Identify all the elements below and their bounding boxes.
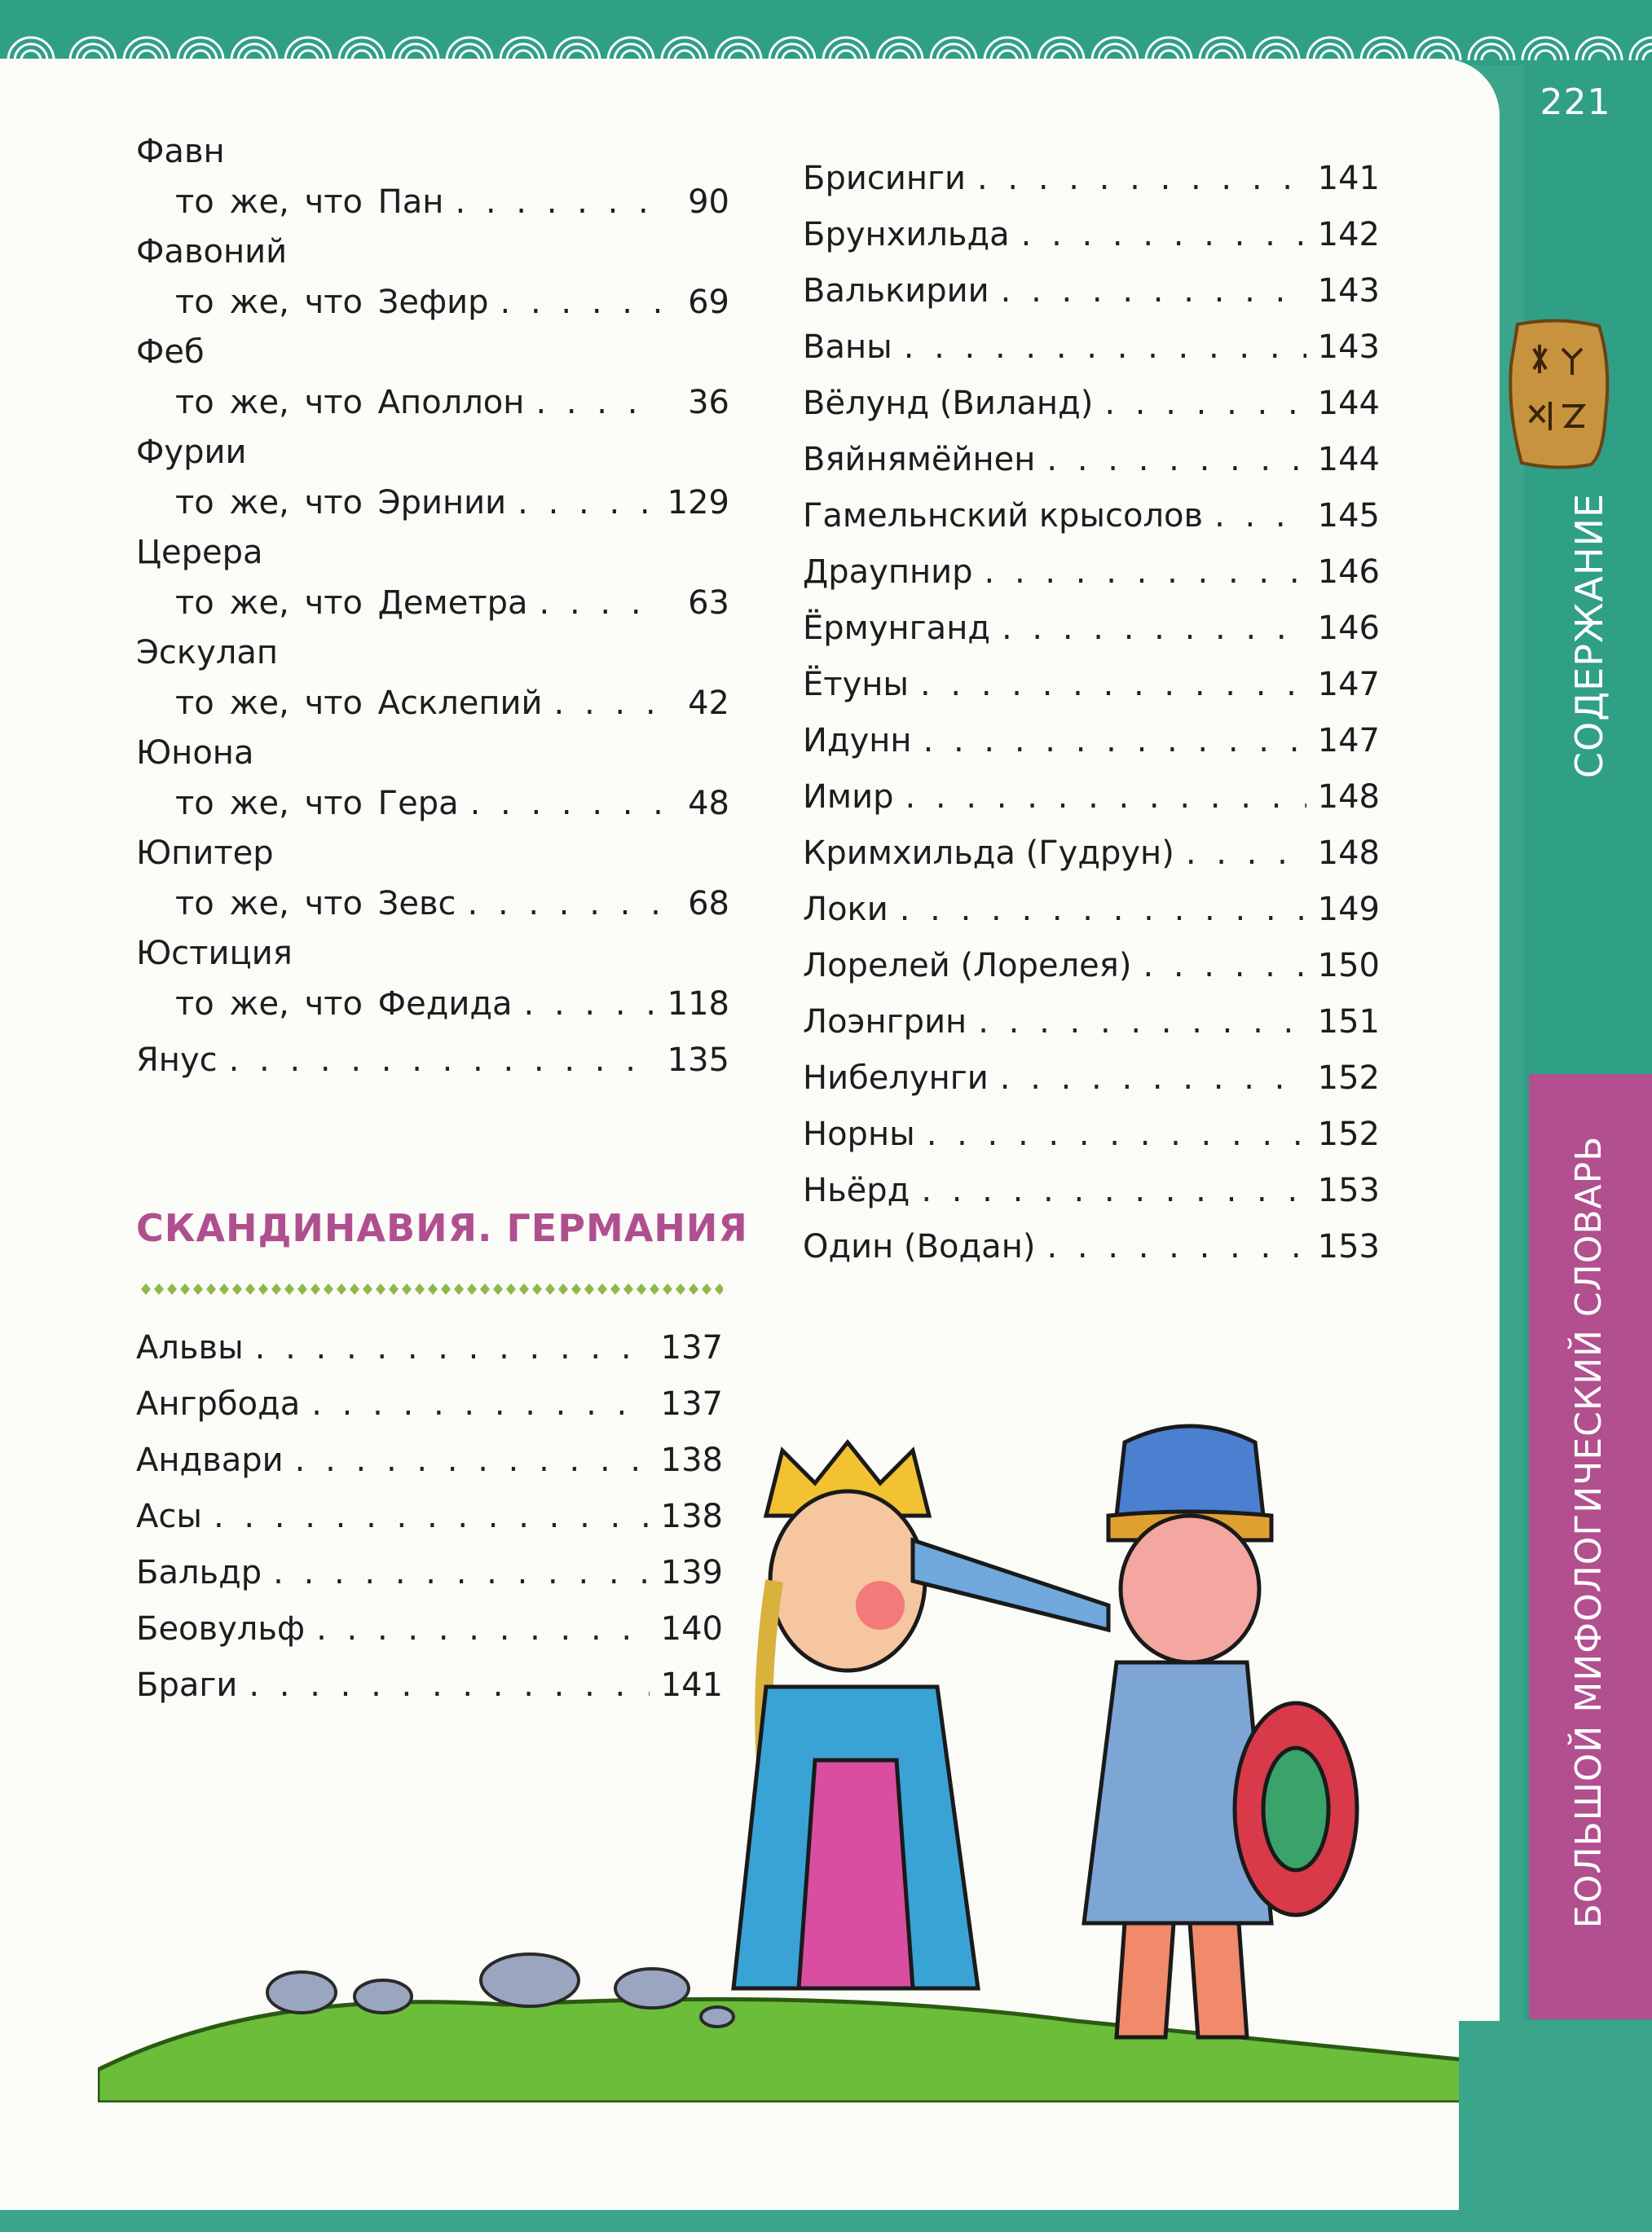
dot-leader <box>1214 488 1306 544</box>
diamond-ornament-divider <box>136 1281 723 1297</box>
entry-name: Вёлунд (Виланд) <box>803 385 1094 422</box>
page-ref: 146 <box>1317 553 1380 591</box>
viking-children-illustration <box>98 1418 1483 2102</box>
dot-leader <box>1143 938 1306 994</box>
entry-name: Вяйнямёйнен <box>803 441 1036 478</box>
dot-leader <box>977 151 1306 207</box>
page-ref: 69 <box>688 284 729 321</box>
dot-leader <box>1002 601 1306 657</box>
reference-text: то же, что Эринии <box>175 484 507 522</box>
entry-reference[interactable] <box>136 675 729 732</box>
entry-name: Лорелей (Лорелея) <box>803 947 1132 984</box>
section-tab-label: СОДЕРЖАНИЕ <box>1567 492 1611 779</box>
entry-row[interactable] <box>136 1320 723 1376</box>
page-ref: 153 <box>1317 1172 1380 1209</box>
entry-reference[interactable] <box>136 274 729 331</box>
book-title-label: БОЛЬШОЙ МИФОЛОГИЧЕСКИЙ СЛОВАРЬ <box>1568 1135 1610 1929</box>
page-number: 221 <box>1540 81 1611 123</box>
dot-leader <box>905 769 1306 825</box>
page-ref: 144 <box>1317 441 1380 478</box>
entry-row[interactable] <box>803 376 1380 432</box>
entry-row[interactable] <box>803 488 1380 544</box>
entry-reference[interactable] <box>136 575 729 632</box>
entry-name: Ньёрд <box>803 1172 910 1209</box>
dot-leader <box>554 675 661 732</box>
entry-name: Ваны <box>803 328 892 366</box>
dot-leader <box>921 1163 1306 1219</box>
dot-leader <box>500 274 661 331</box>
entry-row[interactable] <box>803 882 1380 938</box>
page-ref: 147 <box>1317 666 1380 703</box>
dot-leader <box>1186 825 1306 882</box>
page-ref: 138 <box>660 1442 723 1479</box>
page-ref: 138 <box>660 1498 723 1535</box>
entry-name: Браги <box>136 1666 238 1704</box>
page-ref: 152 <box>1317 1059 1380 1097</box>
entry-name: Локи <box>803 891 888 928</box>
entry-row[interactable] <box>803 544 1380 601</box>
entry-row[interactable] <box>803 994 1380 1050</box>
entry-name: Идунн <box>803 722 912 759</box>
page-ref: 137 <box>660 1385 723 1423</box>
entry-heading: Церера <box>136 534 263 571</box>
entry-reference[interactable] <box>136 875 729 932</box>
entry-reference[interactable] <box>136 975 729 1032</box>
entry-heading: Фавн <box>136 133 225 170</box>
dot-leader <box>255 1320 650 1376</box>
reference-text: то же, что Деметра <box>175 584 528 622</box>
page-ref: 42 <box>688 685 729 722</box>
entry-name: Брисинги <box>803 160 966 197</box>
page-ref: 137 <box>660 1329 723 1367</box>
page-ref: 118 <box>667 985 729 1023</box>
page-ref: 145 <box>1317 497 1380 535</box>
entry-row[interactable] <box>803 825 1380 882</box>
reference-text: то же, что Федида <box>175 985 513 1023</box>
entry-row[interactable] <box>803 151 1380 207</box>
page-ref: 142 <box>1317 216 1380 253</box>
reference-text: то же, что Зефир <box>175 284 489 321</box>
dot-leader <box>1046 1219 1306 1275</box>
page-ref: 140 <box>660 1610 723 1648</box>
entry-row[interactable] <box>803 319 1380 376</box>
reference-text: то же, что Зевс <box>175 885 456 922</box>
dot-leader <box>518 474 655 531</box>
page-ref: 139 <box>660 1554 723 1591</box>
page-ref: 135 <box>667 1041 729 1079</box>
entry-name: Норны <box>803 1116 915 1153</box>
page-ref: 150 <box>1317 947 1380 984</box>
entry-row[interactable] <box>136 1032 729 1089</box>
entry-name: Бальдр <box>136 1554 262 1591</box>
entry-name: Брунхильда <box>803 216 1010 253</box>
entry-row[interactable] <box>803 769 1380 825</box>
entry-name: Кримхильда (Гудрун) <box>803 834 1174 872</box>
entry-name: Альвы <box>136 1329 244 1367</box>
entry-name: Асы <box>136 1498 202 1535</box>
dot-leader <box>1046 432 1306 488</box>
page-ref: 90 <box>688 183 729 221</box>
entry-name: Лоэнгрин <box>803 1003 967 1041</box>
dot-leader <box>1001 263 1306 319</box>
section-title: СКАНДИНАВИЯ. ГЕРМАНИЯ <box>136 1206 748 1250</box>
page-ref: 153 <box>1317 1228 1380 1266</box>
dot-leader <box>904 319 1306 376</box>
rune-tablet-icon <box>1501 316 1615 471</box>
page-ref: 148 <box>1317 778 1380 816</box>
dot-leader <box>900 882 1306 938</box>
dot-leader <box>923 713 1306 769</box>
entry-heading: Феб <box>136 333 205 371</box>
dot-leader <box>524 975 656 1032</box>
entry-name: Имир <box>803 778 894 816</box>
dot-leader <box>1104 376 1306 432</box>
page-ref: 129 <box>667 484 729 522</box>
entry-row[interactable] <box>803 938 1380 994</box>
entry-heading: Эскулап <box>136 634 278 671</box>
dot-leader <box>535 374 661 431</box>
entry-name: Ангрбода <box>136 1385 301 1423</box>
entries-column-2 <box>803 151 1380 1275</box>
dot-leader <box>985 544 1306 601</box>
entry-name: Андвари <box>136 1442 284 1479</box>
frame-corner <box>1459 2021 1652 2232</box>
entry-name: Ётуны <box>803 666 909 703</box>
entry-name: Валькирии <box>803 272 989 310</box>
page-ref: 143 <box>1317 328 1380 366</box>
entry-name: Янус <box>136 1041 218 1079</box>
reference-text: то же, что Пан <box>175 183 444 221</box>
entry-row[interactable] <box>803 1163 1380 1219</box>
entry-heading: Юпитер <box>136 834 274 872</box>
entry-reference[interactable] <box>136 775 729 832</box>
page-ref: 152 <box>1317 1116 1380 1153</box>
entry-name: Беовульф <box>136 1610 306 1648</box>
entry-row[interactable] <box>803 263 1380 319</box>
entry-reference[interactable] <box>136 374 729 431</box>
dot-leader <box>920 657 1306 713</box>
dot-leader <box>468 875 661 932</box>
page-ref: 63 <box>688 584 729 622</box>
entry-name: Гамельнский крысолов <box>803 497 1204 535</box>
page-ref: 48 <box>688 785 729 822</box>
dot-leader <box>470 775 661 832</box>
dot-leader <box>1000 1050 1306 1107</box>
entry-row[interactable] <box>803 1050 1380 1107</box>
page-ref: 141 <box>660 1666 723 1704</box>
page-ref: 146 <box>1317 610 1380 647</box>
entry-name: Ёрмунганд <box>803 610 990 647</box>
page-ref: 151 <box>1317 1003 1380 1041</box>
entry-name: Драупнир <box>803 553 973 591</box>
page-ref: 36 <box>688 384 729 421</box>
page-ref: 147 <box>1317 722 1380 759</box>
page-ref: 144 <box>1317 385 1380 422</box>
page-ref: 148 <box>1317 834 1380 872</box>
reference-text: то же, что Аполлон <box>175 384 525 421</box>
dot-leader <box>927 1107 1306 1163</box>
entry-row[interactable] <box>803 713 1380 769</box>
entry-row[interactable] <box>803 1107 1380 1163</box>
entry-heading: Фавоний <box>136 233 288 271</box>
entries-column-1 <box>136 130 729 1089</box>
dot-leader <box>455 174 661 231</box>
page-ref: 141 <box>1317 160 1380 197</box>
reference-text: то же, что Гера <box>175 785 459 822</box>
page-ref: 68 <box>688 885 729 922</box>
entry-name: Один (Водан) <box>803 1228 1036 1266</box>
entry-name: Нибелунги <box>803 1059 989 1097</box>
entry-heading: Юнона <box>136 734 254 772</box>
dot-leader <box>1021 207 1306 263</box>
dot-leader <box>540 575 661 632</box>
entry-reference[interactable] <box>136 174 729 231</box>
dot-leader <box>229 1032 656 1089</box>
entry-row[interactable] <box>803 657 1380 713</box>
entry-row[interactable] <box>803 432 1380 488</box>
decorative-top-border <box>0 0 1652 65</box>
dot-leader <box>978 994 1306 1050</box>
page-ref: 143 <box>1317 272 1380 310</box>
page-ref: 149 <box>1317 891 1380 928</box>
reference-text: то же, что Асклепий <box>175 685 543 722</box>
entry-heading: Фурии <box>136 434 247 471</box>
entry-row[interactable] <box>803 601 1380 657</box>
entry-row[interactable] <box>803 1219 1380 1275</box>
entry-reference[interactable] <box>136 474 729 531</box>
entry-row[interactable] <box>803 207 1380 263</box>
entry-heading: Юстиция <box>136 935 293 972</box>
